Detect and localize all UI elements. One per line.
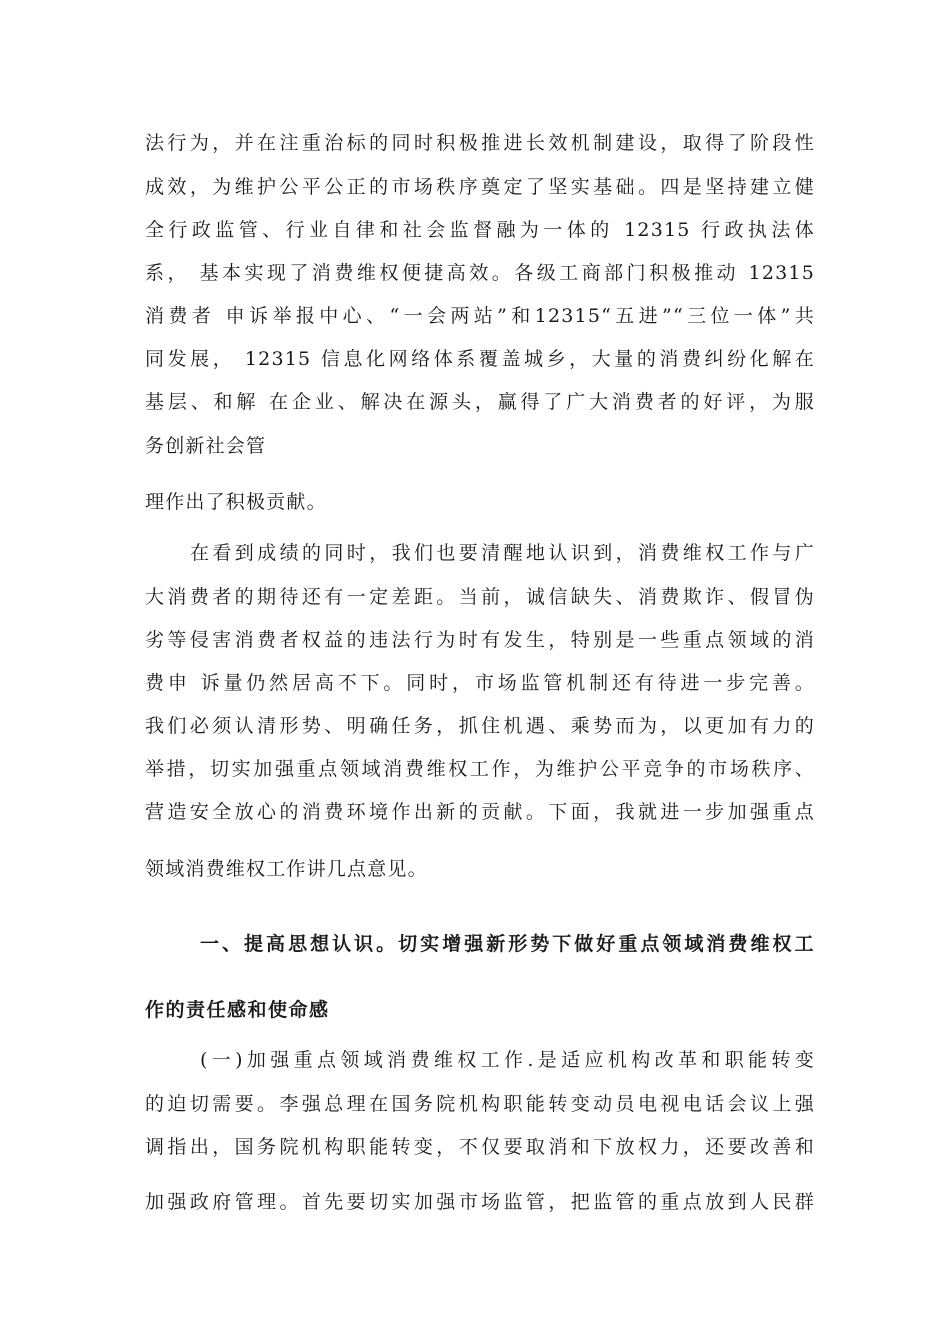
body-text-line: 成效，为维护公平公正的市场秩序奠定了坚实基础。四是坚持建立健: [145, 176, 815, 198]
body-text-line: 同发展， 12315 信息化网络体系覆盖城乡，大量的消费纠纷化解在: [145, 348, 815, 370]
body-text-line: 费申 诉量仍然居高不下。同时，市场监管机制还有待进一步完善。: [145, 672, 815, 694]
body-text-line: 我们必须认清形势、明确任务，抓住机遇、乘势而为，以更加有力的: [145, 715, 815, 737]
body-text-line: 领域消费维权工作讲几点意见。: [145, 858, 428, 880]
paragraph-first-line: 在看到成绩的同时，我们也要清醒地认识到，消费维权工作与广: [190, 542, 815, 564]
body-text-line: 加强政府管理。首先要切实加强市场监管，把监管的重点放到人民群: [145, 1191, 815, 1213]
body-text-line: 大消费者的期待还有一定差距。当前，诚信缺失、消费欺诈、假冒伪: [145, 586, 815, 608]
subsection-first-line: (一)加强重点领域消费维权工作.是适应机构改革和职能转变: [200, 1049, 815, 1071]
body-text-line: 调指出，国务院机构职能转变，不仅要取消和下放权力，还要改善和: [145, 1136, 815, 1158]
body-text-line: 理作出了积极贡献。: [145, 491, 327, 513]
body-text-line: 系， 基本实现了消费维权便捷高效。各级工商部门积极推动 12315: [145, 262, 815, 284]
body-text-line: 举措，切实加强重点领域消费维权工作，为维护公平竞争的市场秩序、: [145, 758, 815, 780]
body-text-line: 的迫切需要。李强总理在国务院机构职能转变动员电视电话会议上强: [145, 1093, 815, 1115]
body-text-line: 务创新社会管: [145, 435, 267, 457]
body-text-line: 法行为，并在注重治标的同时积极推进长效机制建设，取得了阶段性: [145, 132, 815, 154]
section-heading-continued: 作的责任感和使命感: [145, 999, 330, 1021]
body-text-line: 全行政监管、行业自律和社会监督融为一体的 12315 行政执法体: [145, 219, 815, 241]
body-text-line: 劣等侵害消费者权益的违法行为时有发生，特别是一些重点领域的消: [145, 629, 815, 651]
body-text-line: 消费者 申诉举报中心、“一会两站”和12315“五进”“三位一体”共: [145, 305, 815, 327]
body-text-line: 营造安全放心的消费环境作出新的贡献。下面，我就进一步加强重点: [145, 801, 815, 823]
section-heading: 一、提高思想认识。切实增强新形势下做好重点领域消费维权工: [200, 933, 815, 955]
body-text-line: 基层、和解 在企业、解决在源头，赢得了广大消费者的好评，为服: [145, 391, 815, 413]
